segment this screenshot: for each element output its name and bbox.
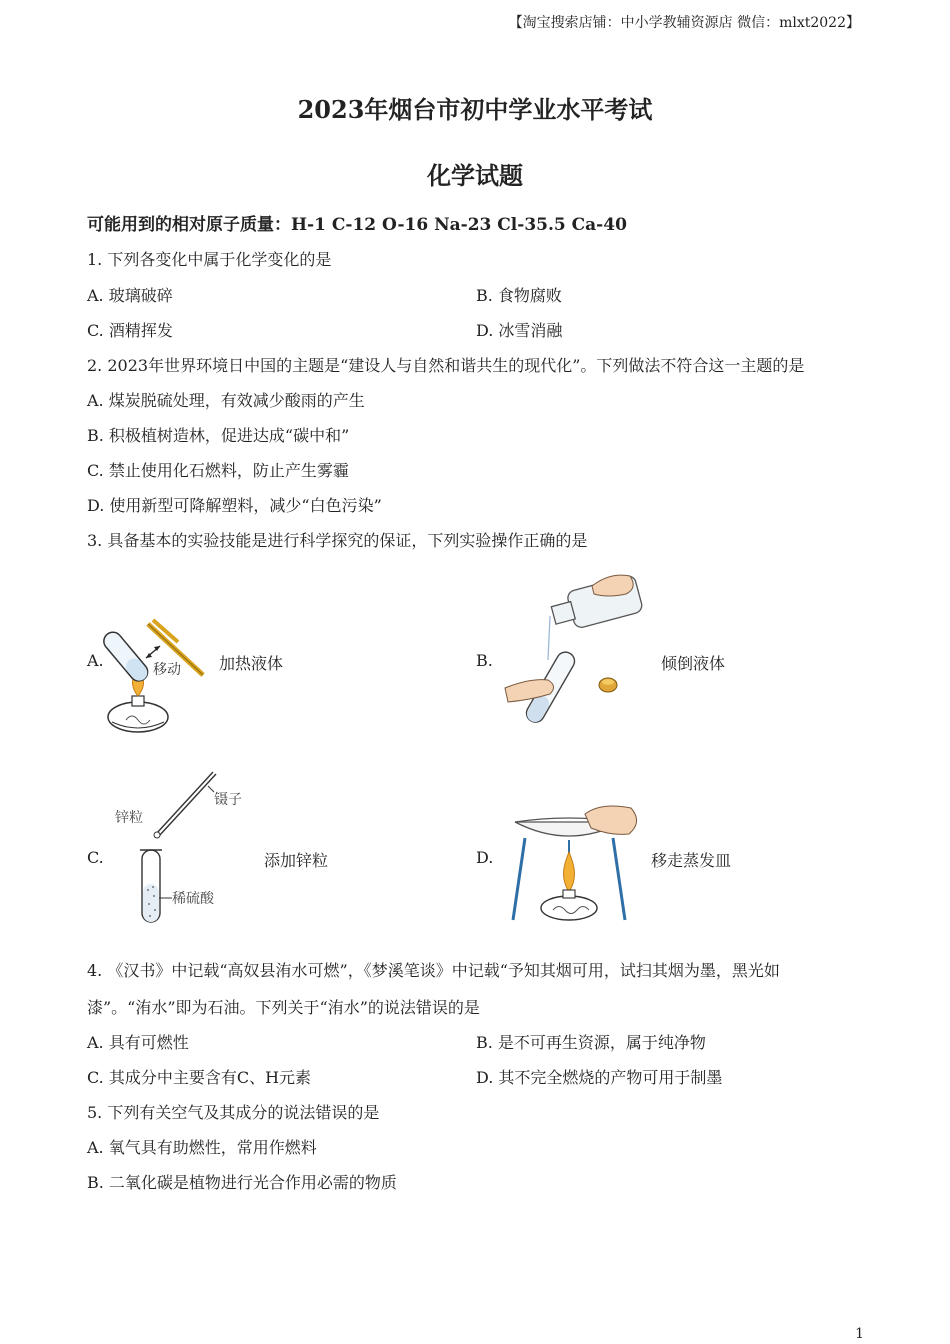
q3-c-caption: 添加锌粒 — [264, 851, 329, 870]
exam-subtitle: 化学试题 — [427, 161, 523, 190]
q4-option-d: D. 其不完全燃烧的产物可用于制墨 — [476, 1068, 723, 1087]
atomic-masses: 可能用到的相对原子质量：H-1 C-12 O-16 Na-23 Cl-35.5 Ca-40 — [87, 215, 627, 235]
q3-b-letter: B. — [476, 651, 493, 670]
q4-option-b: B. 是不可再生资源，属于纯净物 — [476, 1033, 706, 1052]
q4-stem-line1: 4. 《汉书》中记载“高奴县洧水可燃”，《梦溪笔谈》中记载“予知其烟可用，试扫其烟为墨，黑光如 — [87, 961, 780, 980]
label-zinc: 锌粒 — [115, 810, 143, 826]
q1-option-b: B. 食物腐败 — [476, 286, 562, 305]
q3-stem: 3. 具备基本的实验技能是进行科学探究的保证，下列实验操作正确的是 — [87, 531, 588, 550]
q4-option-a: A. 具有可燃性 — [87, 1033, 189, 1052]
q1-option-c: C. 酒精挥发 — [87, 321, 173, 340]
label-move: 移动 — [153, 662, 181, 678]
q5-stem: 5. 下列有关空气及其成分的说法错误的是 — [87, 1103, 380, 1122]
q2-stem: 2. 2023年世界环境日中国的主题是“建设人与自然和谐共生的现代化”。下列做法不符合这一主题的是 — [87, 356, 805, 375]
q3-d-letter: D. — [476, 848, 494, 867]
q5-option-b: B. 二氧化碳是植物进行光合作用必需的物质 — [87, 1173, 397, 1192]
q2-option-c: C. 禁止使用化石燃料，防止产生雾霾 — [87, 461, 349, 480]
q2-option-a: A. 煤炭脱硫处理，有效减少酸雨的产生 — [87, 391, 365, 410]
label-tweezers: 镊子 — [214, 792, 242, 808]
q3-b-caption: 倾倒液体 — [661, 654, 726, 673]
q4-option-c: C. 其成分中主要含有C、H元素 — [87, 1068, 312, 1087]
q1-option-a: A. 玻璃破碎 — [87, 286, 173, 305]
heating-liquid-figure — [100, 612, 215, 737]
pouring-liquid-figure — [500, 568, 650, 733]
page-number: 1 — [855, 1326, 864, 1342]
header-note: 【淘宝搜索店铺：中小学教辅资源店 微信：mlxt2022】 — [508, 15, 860, 31]
q1-option-d: D. 冰雪消融 — [476, 321, 563, 340]
evaporating-dish-figure — [505, 800, 645, 925]
exam-title: 2023年烟台市初中学业水平考试 — [297, 95, 653, 124]
q3-a-letter: A. — [87, 651, 104, 670]
q4-stem-line2: 漆”。“洧水”即为石油。下列关于“洧水”的说法错误的是 — [87, 998, 480, 1017]
label-dilute-acid: 稀硫酸 — [172, 891, 214, 907]
q3-d-caption: 移走蒸发皿 — [651, 851, 732, 870]
q3-c-letter: C. — [87, 848, 104, 867]
q2-option-b: B. 积极植树造林，促进达成“碳中和” — [87, 426, 350, 445]
q5-option-a: A. 氧气具有助燃性，常用作燃料 — [87, 1138, 317, 1157]
q3-a-caption: 加热液体 — [219, 654, 284, 673]
q2-option-d: D. 使用新型可降解塑料，减少“白色污染” — [87, 496, 382, 515]
adding-zinc-figure — [110, 766, 260, 928]
q1-stem: 1. 下列各变化中属于化学变化的是 — [87, 250, 332, 269]
